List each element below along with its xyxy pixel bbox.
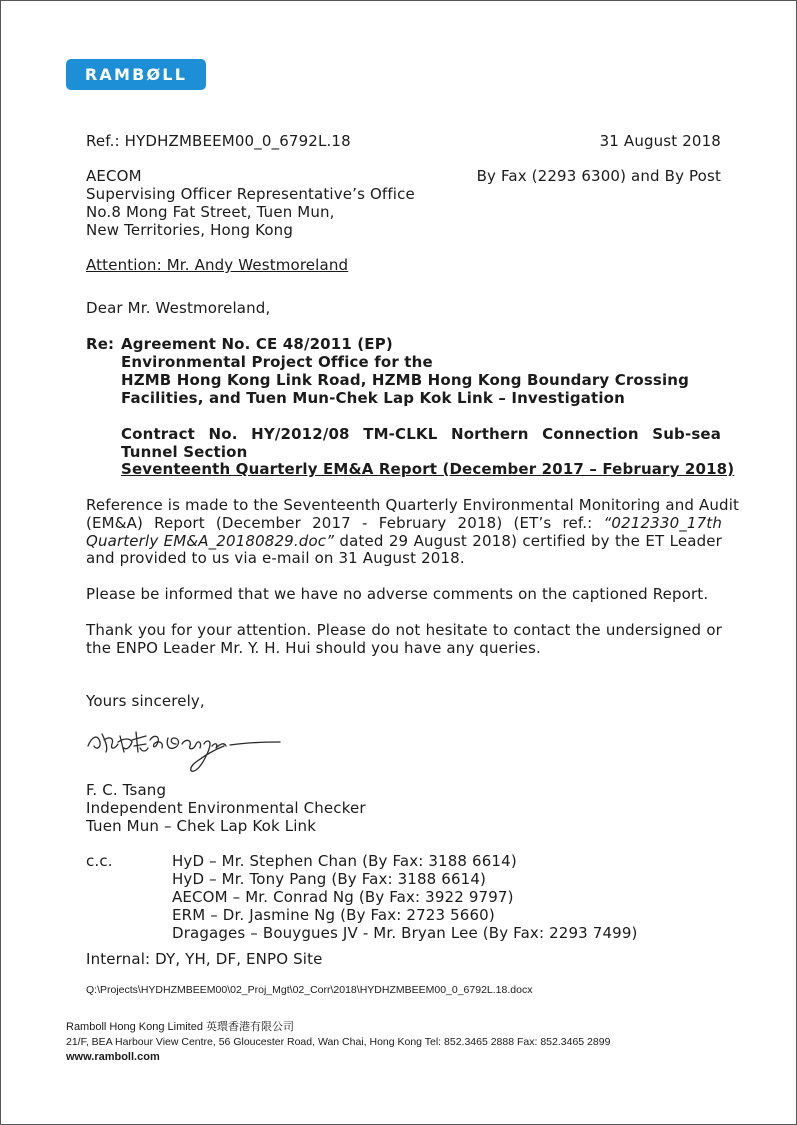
recipient-line-4: New Territories, Hong Kong	[86, 221, 293, 239]
delivery-method: By Fax (2293 6300) and By Post	[476, 167, 721, 185]
paragraph-1-line-4: and provided to us via e-mail on 31 August 2018.	[86, 549, 465, 567]
handwritten-signature	[84, 722, 284, 778]
cc-item: HyD – Mr. Tony Pang (By Fax: 3188 6614)	[172, 870, 487, 888]
footer-company: Ramboll Hong Kong Limited 英環香港有限公司	[66, 1021, 295, 1033]
paragraph-3-line-1: Thank you for your attention. Please do not hesitate to contact the undersigned or	[86, 621, 722, 639]
paragraph-1-line-1: Reference is made to the Seventeenth Quarterly Environmental Monitoring and Audit	[86, 496, 740, 514]
signatory-name: F. C. Tsang	[86, 781, 167, 799]
ramboll-logo: RAMBØLL	[66, 59, 206, 90]
cc-item: ERM – Dr. Jasmine Ng (By Fax: 2723 5660)	[172, 906, 495, 924]
signatory-project: Tuen Mun – Chek Lap Kok Link	[86, 817, 317, 835]
file-path: Q:\Projects\HYDHZMBEEM00\02_Proj_Mgt\02_Corr\2018\HYDHZMBEEM00_0_6792L.18.docx	[86, 984, 533, 996]
attention-line: Attention: Mr. Andy Westmoreland	[86, 256, 349, 274]
paragraph-1-line-3: Quarterly EM&A_20180829.doc” dated 29 August 2018) certified by the ET Leader	[86, 532, 722, 550]
footer-address: 21/F, BEA Harbour View Centre, 56 Gloucester Road, Wan Chai, Hong Kong Tel: 852.3465 2888 Fax: 852.3465 2899	[66, 1036, 611, 1048]
reference-number: Ref.: HYDHZMBEEM00_0_6792L.18	[86, 132, 351, 150]
contract-line-1: Contract No. HY/2012/08 TM-CLKL Northern Connection Sub-sea	[121, 425, 721, 443]
cc-label: c.c.	[86, 852, 113, 870]
cc-item: HyD – Mr. Stephen Chan (By Fax: 3188 6614)	[172, 852, 517, 870]
paragraph-1-line-2: (EM&A) Report (December 2017 - February 2018) (ET’s ref.: “0212330_17th	[86, 514, 722, 532]
internal-distribution: Internal: DY, YH, DF, ENPO Site	[86, 950, 323, 968]
re-label: Re:	[86, 335, 115, 353]
re-line-3: HZMB Hong Kong Link Road, HZMB Hong Kong Boundary Crossing	[121, 371, 690, 389]
paragraph-2: Please be informed that we have no adverse comments on the captioned Report.	[86, 585, 709, 603]
re-line-2: Environmental Project Office for the	[121, 353, 433, 371]
paragraph-3-line-2: the ENPO Leader Mr. Y. H. Hui should you have any queries.	[86, 639, 541, 657]
recipient-line-2: Supervising Officer Representative’s Office	[86, 185, 415, 203]
contract-line-2: Tunnel Section	[121, 443, 248, 461]
report-title: Seventeenth Quarterly EM&A Report (December 2017 – February 2018)	[121, 460, 735, 478]
closing: Yours sincerely,	[86, 692, 205, 710]
letter-date: 31 August 2018	[599, 132, 721, 150]
salutation: Dear Mr. Westmoreland,	[86, 299, 271, 317]
footer-website: www.ramboll.com	[66, 1051, 160, 1063]
cc-item: AECOM – Mr. Conrad Ng (By Fax: 3922 9797)	[172, 888, 514, 906]
recipient-line-1: AECOM	[86, 167, 142, 185]
cc-item: Dragages – Bouygues JV - Mr. Bryan Lee (By Fax: 2293 7499)	[172, 924, 638, 942]
signatory-title: Independent Environmental Checker	[86, 799, 366, 817]
re-line-4: Facilities, and Tuen Mun-Chek Lap Kok Link – Investigation	[121, 389, 625, 407]
recipient-line-3: No.8 Mong Fat Street, Tuen Mun,	[86, 203, 335, 221]
re-line-1: Agreement No. CE 48/2011 (EP)	[121, 335, 393, 353]
